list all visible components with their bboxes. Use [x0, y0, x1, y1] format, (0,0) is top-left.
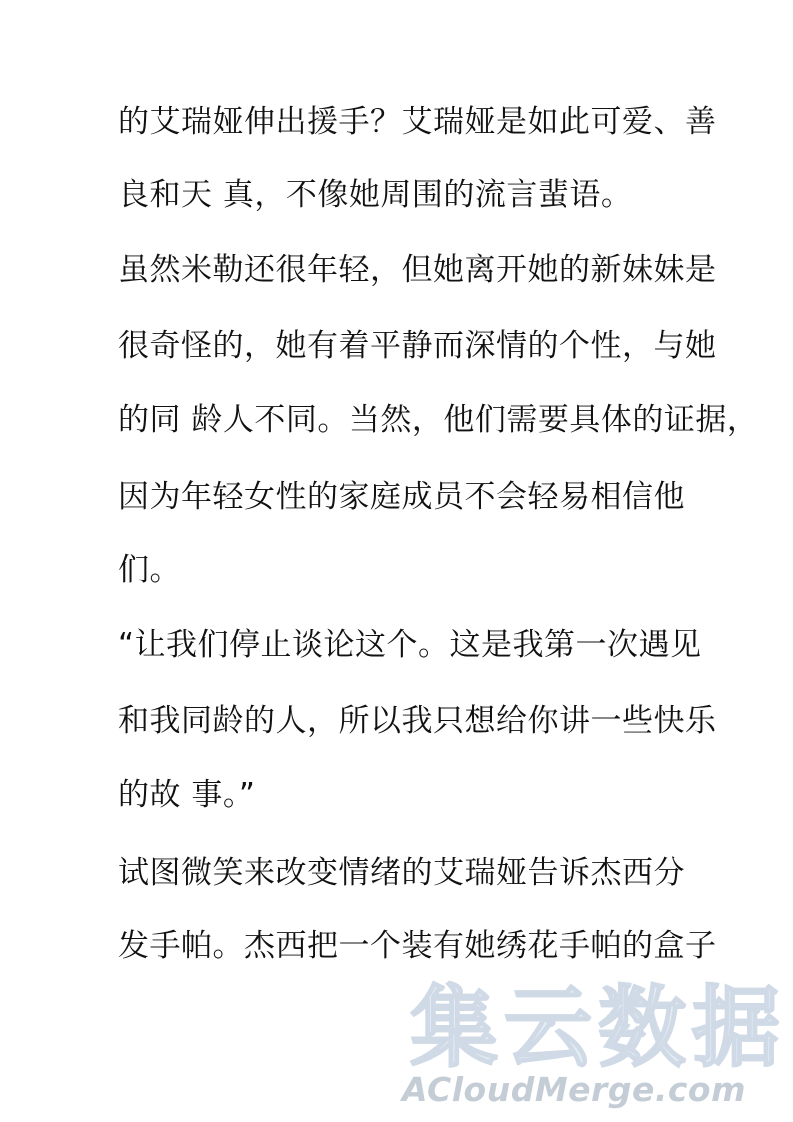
text-line: 的故 事。” [118, 777, 256, 813]
text-line: 试图微笑来改变情绪的艾瑞娅告诉杰西分 [118, 855, 685, 891]
text-line: 良和天 真，不像她周围的流言蜚语。 [118, 177, 633, 213]
text-line: 虽然米勒还很年轻，但她离开她的新妹妹是 [118, 252, 717, 288]
watermark-title: 集云数据 [410, 976, 787, 1079]
watermark [400, 976, 787, 1110]
text-line: “让我们停止谈论这个。这是我第一次遇见 [118, 627, 702, 663]
text-line: 的艾瑞娅伸出援手？艾瑞娅是如此可爱、善 [118, 104, 717, 140]
text-line: 发手帕。杰西把一个装有她绣花手帕的盒子 [118, 928, 717, 964]
text-line: 很奇怪的，她有着平静而深情的个性，与她 [118, 328, 717, 364]
text-line: 们。 [118, 552, 181, 588]
watermark-url: ACloudMerge.com [402, 1070, 746, 1109]
text-line: 因为年轻女性的家庭成员不会轻易相信他 [118, 479, 685, 515]
text-line: 和我同龄的人，所以我只想给你讲一些快乐 [118, 703, 717, 739]
text-line: 的同 龄人不同。当然，他们需要具体的证据， [118, 402, 759, 438]
